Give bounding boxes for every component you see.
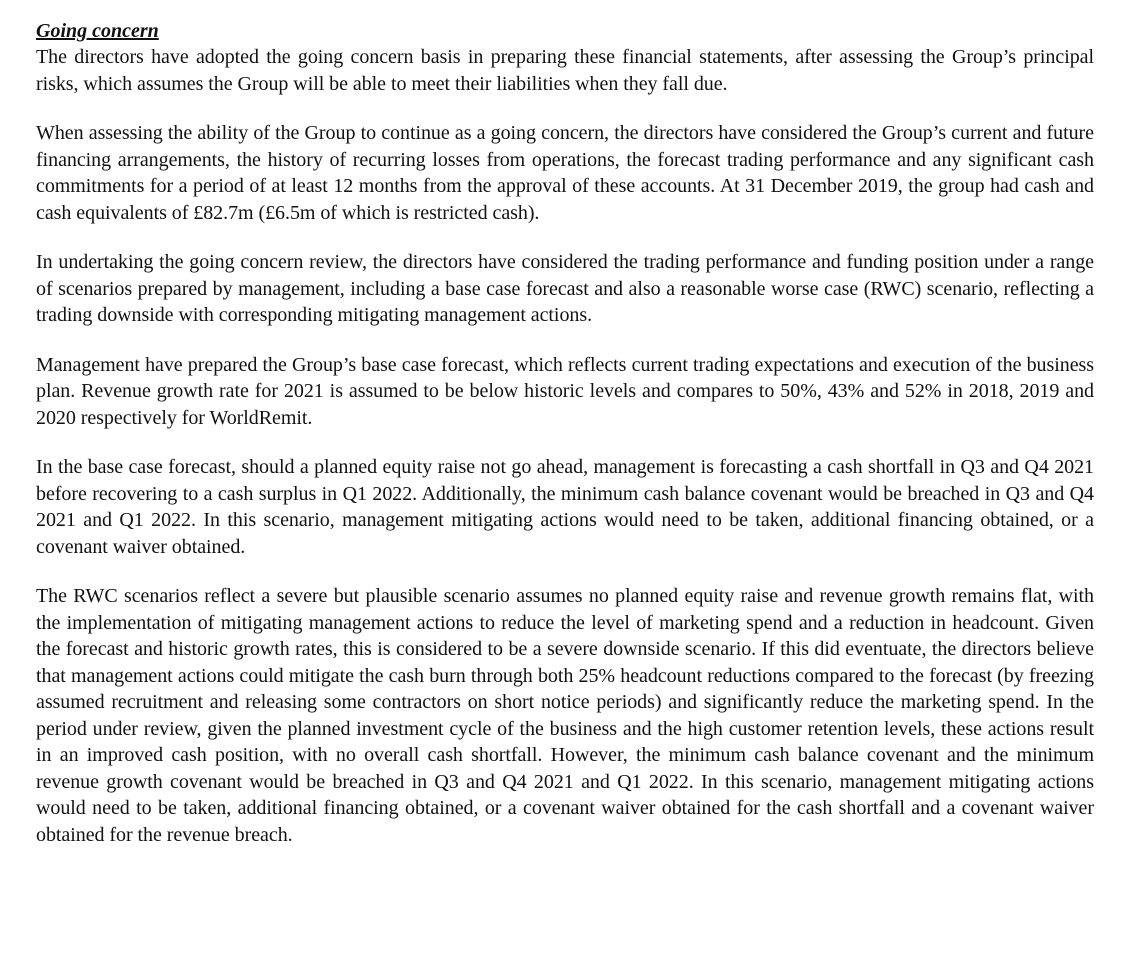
paragraph-base-case: Management have prepared the Group’s base case forecast, which reflects current trading expectations and execution of the business plan. Revenue growth rate for 2021 is assumed to be below historic levels and compares to 50%, 43% and 52% in 2018, 2019 and 2020 respectively for WorldRemit. bbox=[36, 353, 1094, 429]
paragraph-rwc-scenario: The RWC scenarios reflect a severe but plausible scenario assumes no planned equity raise and revenue growth remains flat, with the implementation of mitigating management actions to reduce the level of marketing spend and a reduction in headcount. Given the forecast and historic growth rates, this is considered to be a severe downside scenario. If this did eventuate, the directors believe that management actions could mitigate the cash burn through both 25% headcount reductions compared to the forecast (by freezing assumed recruitment and releasing some contractors on short notice periods) and significantly reduce the marketing spend. In the period under review, given the planned investment cycle of the business and the high customer retention levels, these actions result in an improved cash position, with no overall cash shortfall. However, the minimum cash balance covenant and the minimum revenue growth covenant would be breached in Q3 and Q4 2021 and Q1 2022. In this scenario, management mitigating actions would need to be taken, additional financing obtained, or a covenant waiver obtained for the cash shortfall and a covenant waiver obtained for the revenue breach. bbox=[36, 585, 1094, 846]
paragraph-assessment: When assessing the ability of the Group to continue as a going concern, the directors have considered the Group’s current and future financing arrangements, the history of recurring losses from operations, the forecast trading performance and any significant cash commitments for a period of at least 12 months from the approval of these accounts. At 31 December 2019, the group had cash and cash equivalents of £82.7m (£6.5m of which is restricted cash). bbox=[36, 122, 1094, 224]
section-heading: Going concern bbox=[36, 20, 159, 42]
paragraph-going-concern-basis: The directors have adopted the going concern basis in preparing these financial statements, after assessing the Group’s principal risks, which assumes the Group will be able to meet their liabilities when they fall due. bbox=[36, 46, 1094, 95]
document-page bbox=[36, 18, 1094, 871]
paragraph-base-case-shortfall: In the base case forecast, should a planned equity raise not go ahead, management is forecasting a cash shortfall in Q3 and Q4 2021 before recovering to a cash surplus in Q1 2022. Additionally, the minimum cash balance covenant would be breached in Q3 and Q4 2021 and Q1 2022. In this scenario, management mitigating actions would need to be taken, additional financing obtained, or a covenant waiver obtained. bbox=[36, 456, 1094, 558]
paragraph-review-scenarios: In undertaking the going concern review, the directors have considered the trading performance and funding position under a range of scenarios prepared by management, including a base case forecast and also a reasonable worse case (RWC) scenario, reflecting a trading downside with corresponding mitigating management actions. bbox=[36, 251, 1094, 326]
